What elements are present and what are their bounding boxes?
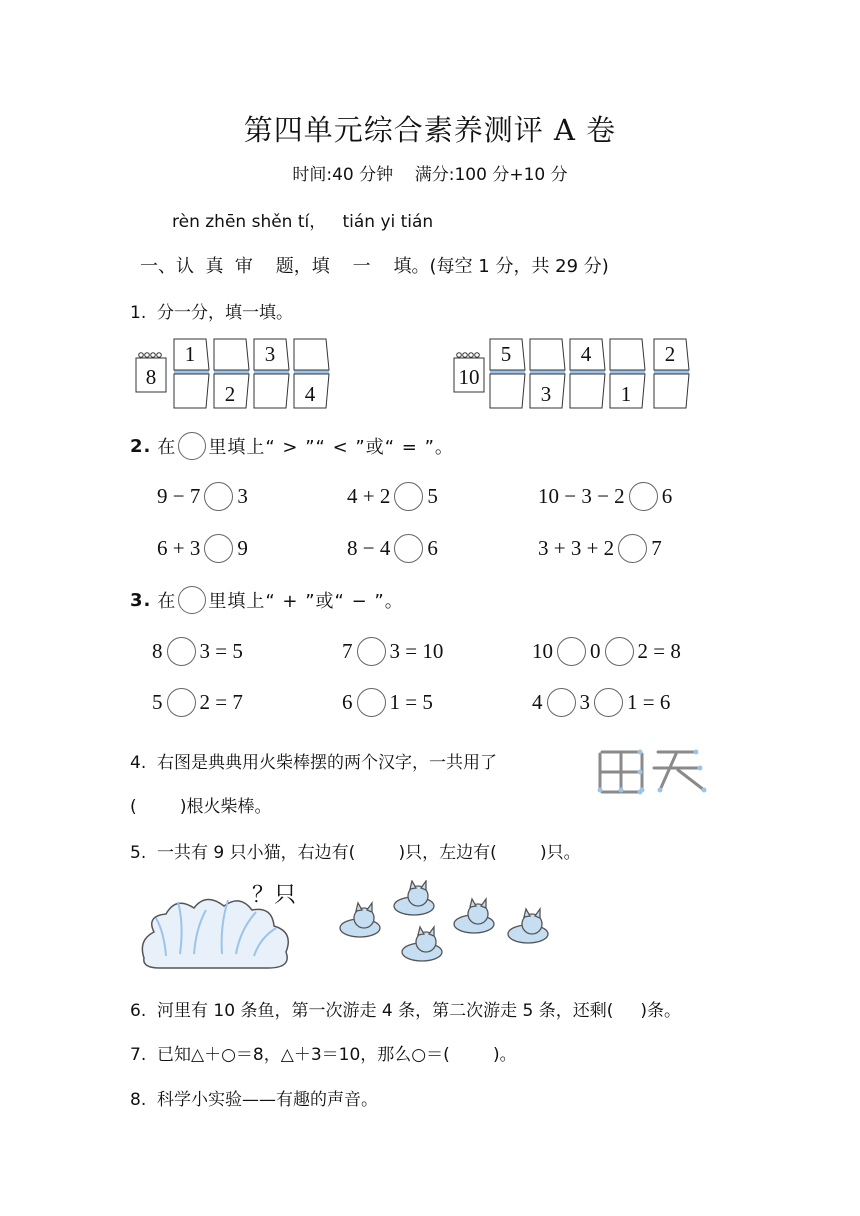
cats-image <box>330 880 560 972</box>
answer-circle[interactable] <box>167 637 196 666</box>
answer-circle[interactable] <box>167 688 196 717</box>
question-3 <box>130 586 404 614</box>
split-card <box>570 339 605 408</box>
question-4-line2: ( )根火柴棒。 <box>130 797 272 817</box>
split-top: 5 <box>500 342 512 366</box>
question-1: 1. 分一分，填一填。 <box>130 303 294 323</box>
operator-item: 10 0 2 = 8 <box>532 637 681 666</box>
operator-item: 4 3 1 = 6 <box>532 688 670 717</box>
matchstick-characters-image <box>592 744 716 802</box>
hidden-cats-label: ？只 <box>252 883 297 908</box>
split-card <box>174 339 209 408</box>
answer-circle[interactable] <box>547 688 576 717</box>
compare-item: 8 − 4 6 <box>347 534 438 563</box>
compare-item: 6 + 3 9 <box>157 534 248 563</box>
split-top: 3 <box>264 342 276 366</box>
split-card <box>214 339 249 408</box>
compare-item: 4 + 2 5 <box>347 482 438 511</box>
split-card <box>654 339 689 408</box>
answer-circle[interactable] <box>204 534 233 563</box>
answer-circle[interactable] <box>394 482 423 511</box>
section-pinyin: rèn zhēn shěn tí， tián yi tián <box>172 212 434 232</box>
question-text-post: 里填上“ > ”“ < ”或“ = ”。 <box>208 437 454 458</box>
answer-circle[interactable] <box>605 637 634 666</box>
question-4-line1: 4. 右图是典典用火柴棒摆的两个汉字，一共用了 <box>130 753 498 773</box>
question-2 <box>130 432 454 460</box>
split-card <box>254 339 289 408</box>
whole-number: 10 <box>458 365 480 389</box>
operator-item: 8 3 = 5 <box>152 637 243 666</box>
split-card <box>294 339 329 408</box>
split-card <box>490 339 525 408</box>
split-card <box>530 339 565 408</box>
question-text-pre: 在 <box>157 437 177 458</box>
split-bottom: 4 <box>304 382 316 406</box>
question-5: 5. 一共有 9 只小猫，右边有( )只，左边有( )只。 <box>130 843 581 863</box>
split-card <box>610 339 645 408</box>
whole-card-10 <box>454 353 484 392</box>
whole-number: 8 <box>145 365 157 389</box>
split-top: 2 <box>664 342 676 366</box>
split-bottom: 1 <box>620 382 632 406</box>
operator-item: 6 1 = 5 <box>342 688 433 717</box>
answer-circle[interactable] <box>357 637 386 666</box>
question-6: 6. 河里有 10 条鱼，第一次游走 4 条，第二次游走 5 条，还剩( )条。 <box>130 1001 681 1021</box>
whole-card-8 <box>136 353 166 392</box>
split-top: 4 <box>580 342 592 366</box>
number-split-cards <box>130 336 730 414</box>
section-heading: 一、认 真 审 题，填 一 填。(每空 1 分，共 29 分) <box>140 256 609 277</box>
exam-info: 时间:40 分钟 满分:100 分+10 分 <box>292 165 568 185</box>
operator-item: 5 2 = 7 <box>152 688 243 717</box>
split-bottom: 3 <box>540 382 552 406</box>
compare-item: 10 − 3 − 2 6 <box>538 482 672 511</box>
question-number: 2. <box>130 435 152 457</box>
page-title: 第四单元综合素养测评 A 卷 <box>243 113 617 147</box>
answer-circle[interactable] <box>629 482 658 511</box>
split-top: 1 <box>184 342 196 366</box>
answer-circle[interactable] <box>357 688 386 717</box>
compare-item: 9 − 7 3 <box>157 482 248 511</box>
question-number: 3. <box>130 589 152 611</box>
compare-item: 3 + 3 + 2 7 <box>538 534 662 563</box>
question-7: 7. 已知△＋○＝8，△＋3＝10，那么○＝( )。 <box>130 1045 517 1065</box>
circle-icon <box>178 586 206 614</box>
operator-item: 7 3 = 10 <box>342 637 443 666</box>
question-text-post: 里填上“ + ”或“ − ”。 <box>208 591 404 612</box>
answer-circle[interactable] <box>557 637 586 666</box>
answer-circle[interactable] <box>204 482 233 511</box>
question-text-pre: 在 <box>157 591 177 612</box>
circle-icon <box>178 432 206 460</box>
split-bottom: 2 <box>224 382 236 406</box>
question-8: 8. 科学小实验——有趣的声音。 <box>130 1090 379 1110</box>
answer-circle[interactable] <box>618 534 647 563</box>
answer-circle[interactable] <box>594 688 623 717</box>
answer-circle[interactable] <box>394 534 423 563</box>
grass-bush-image <box>136 888 300 974</box>
